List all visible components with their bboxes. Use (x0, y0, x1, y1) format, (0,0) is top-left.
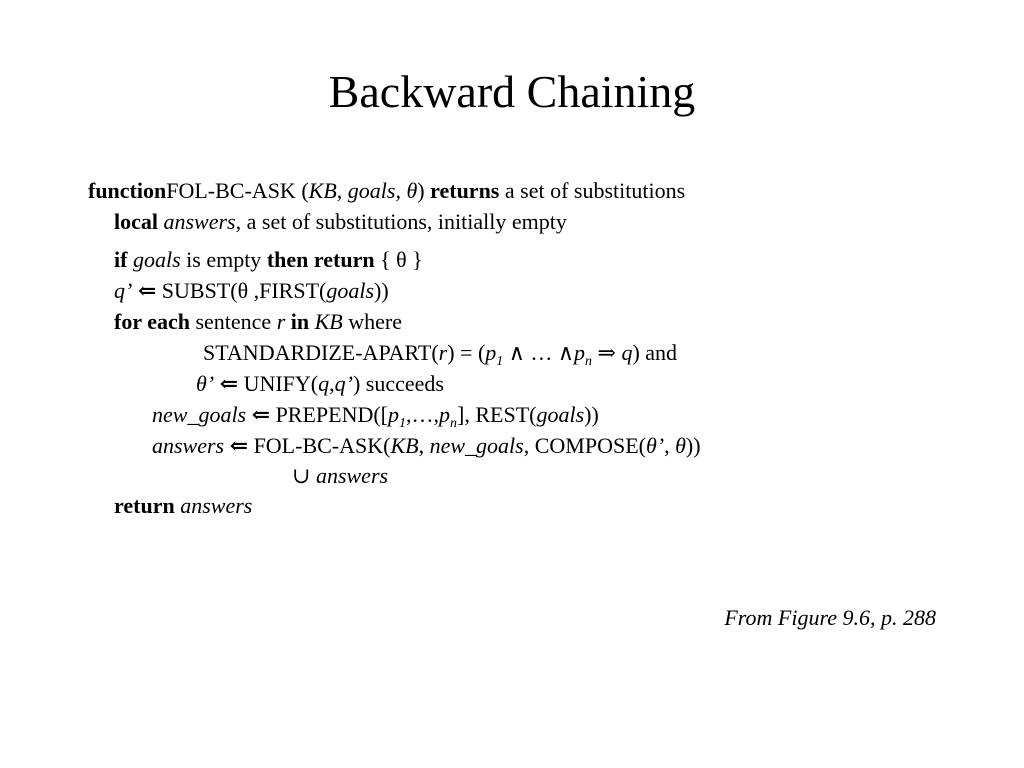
keyword-local: local (114, 209, 158, 234)
punct: , (664, 433, 676, 458)
punct: ) (417, 178, 431, 203)
text: PREPEND([ (275, 402, 389, 427)
text: ) = ( (447, 340, 486, 365)
punct: )) (584, 402, 599, 427)
left-arrow-icon: ⇐ (246, 402, 276, 427)
algo-line-unify (196, 371, 444, 397)
punct: , (329, 371, 335, 396)
keyword-for-each: for each (114, 309, 190, 334)
text: STANDARDIZE-APART( (203, 340, 439, 365)
var-goals: goals (127, 247, 181, 272)
var-p: p (485, 340, 497, 365)
return-description: a set of substitutions (499, 178, 686, 203)
keyword-return: return (114, 493, 175, 518)
text: UNIFY( (243, 371, 319, 396)
text: ], REST( (457, 402, 537, 427)
var-theta-prime: θ’ (196, 371, 215, 396)
var-goals: goals (536, 402, 585, 427)
text: ∧ … ∧ (503, 340, 575, 365)
var-answers: answers (174, 493, 253, 518)
algo-line-function-signature (88, 178, 685, 204)
var-answers: answers (152, 433, 225, 458)
algo-line-local (114, 209, 567, 235)
var-goals: goals (326, 278, 375, 303)
return-theta: { θ } (374, 247, 423, 272)
text: ,…, (406, 402, 440, 427)
left-arrow-icon: ⇐ (224, 433, 254, 458)
left-arrow-icon: ⇐ (214, 371, 244, 396)
subscript: n (585, 354, 593, 369)
subscript: 1 (496, 354, 504, 369)
var-p: p (388, 402, 400, 427)
var-answers: answers, (158, 209, 242, 234)
var-p: p (574, 340, 586, 365)
param-goals: goals (347, 178, 396, 203)
algo-line-for-each (114, 309, 402, 335)
function-name: FOL-BC-ASK ( (166, 178, 309, 203)
algo-line-subst (114, 278, 389, 304)
var-new-goals: new_goals (429, 433, 524, 458)
algo-line-new-goals (152, 402, 599, 431)
var-r: r (438, 340, 448, 365)
punct: )) (374, 278, 389, 303)
keyword-function: function (88, 178, 167, 203)
algo-line-return (114, 493, 252, 519)
var-p: p (439, 402, 451, 427)
var-q-prime: q’ (114, 278, 133, 303)
var-r: r (276, 309, 286, 334)
algo-line-union (292, 463, 388, 489)
text: ) succeeds (352, 371, 444, 396)
algo-line-if (114, 247, 423, 273)
param-kb: KB (308, 178, 337, 203)
var-answers: answers (315, 463, 389, 488)
keyword-then-return: then return (266, 247, 375, 272)
local-description: a set of substitutions, initially empty (241, 209, 567, 234)
union-symbol: ∪ (292, 463, 316, 488)
var-kb: KB (390, 433, 419, 458)
text: FOL-BC-ASK( (253, 433, 391, 458)
var-kb: KB (314, 309, 343, 334)
punct: , (418, 433, 430, 458)
implies-symbol: ⇒ (592, 340, 622, 365)
keyword-if: if (114, 247, 128, 272)
keyword-in: in (290, 309, 310, 334)
text: SUBST(θ ,FIRST( (161, 278, 327, 303)
algo-line-answers (152, 433, 701, 459)
text: sentence (189, 309, 277, 334)
text: where (342, 309, 402, 334)
text: ) and (632, 340, 678, 365)
punct: )) (685, 433, 701, 458)
source-citation: From Figure 9.6, p. 288 (724, 605, 936, 630)
var-new-goals: new_goals (152, 402, 247, 427)
slide-title: Backward Chaining (328, 66, 696, 117)
var-theta-prime: θ’ (645, 433, 665, 458)
subscript: n (450, 416, 458, 431)
var-theta: θ (675, 433, 686, 458)
text: is empty (180, 247, 267, 272)
var-q-prime: q’ (334, 371, 353, 396)
var-q: q (621, 340, 633, 365)
param-theta: θ (406, 178, 418, 203)
left-arrow-icon: ⇐ (132, 278, 162, 303)
punct: , (336, 178, 348, 203)
text: , COMPOSE( (523, 433, 646, 458)
subscript: 1 (399, 416, 407, 431)
var-q: q (318, 371, 330, 396)
algo-line-standardize (203, 340, 678, 369)
keyword-returns: returns (430, 178, 500, 203)
punct: , (395, 178, 407, 203)
